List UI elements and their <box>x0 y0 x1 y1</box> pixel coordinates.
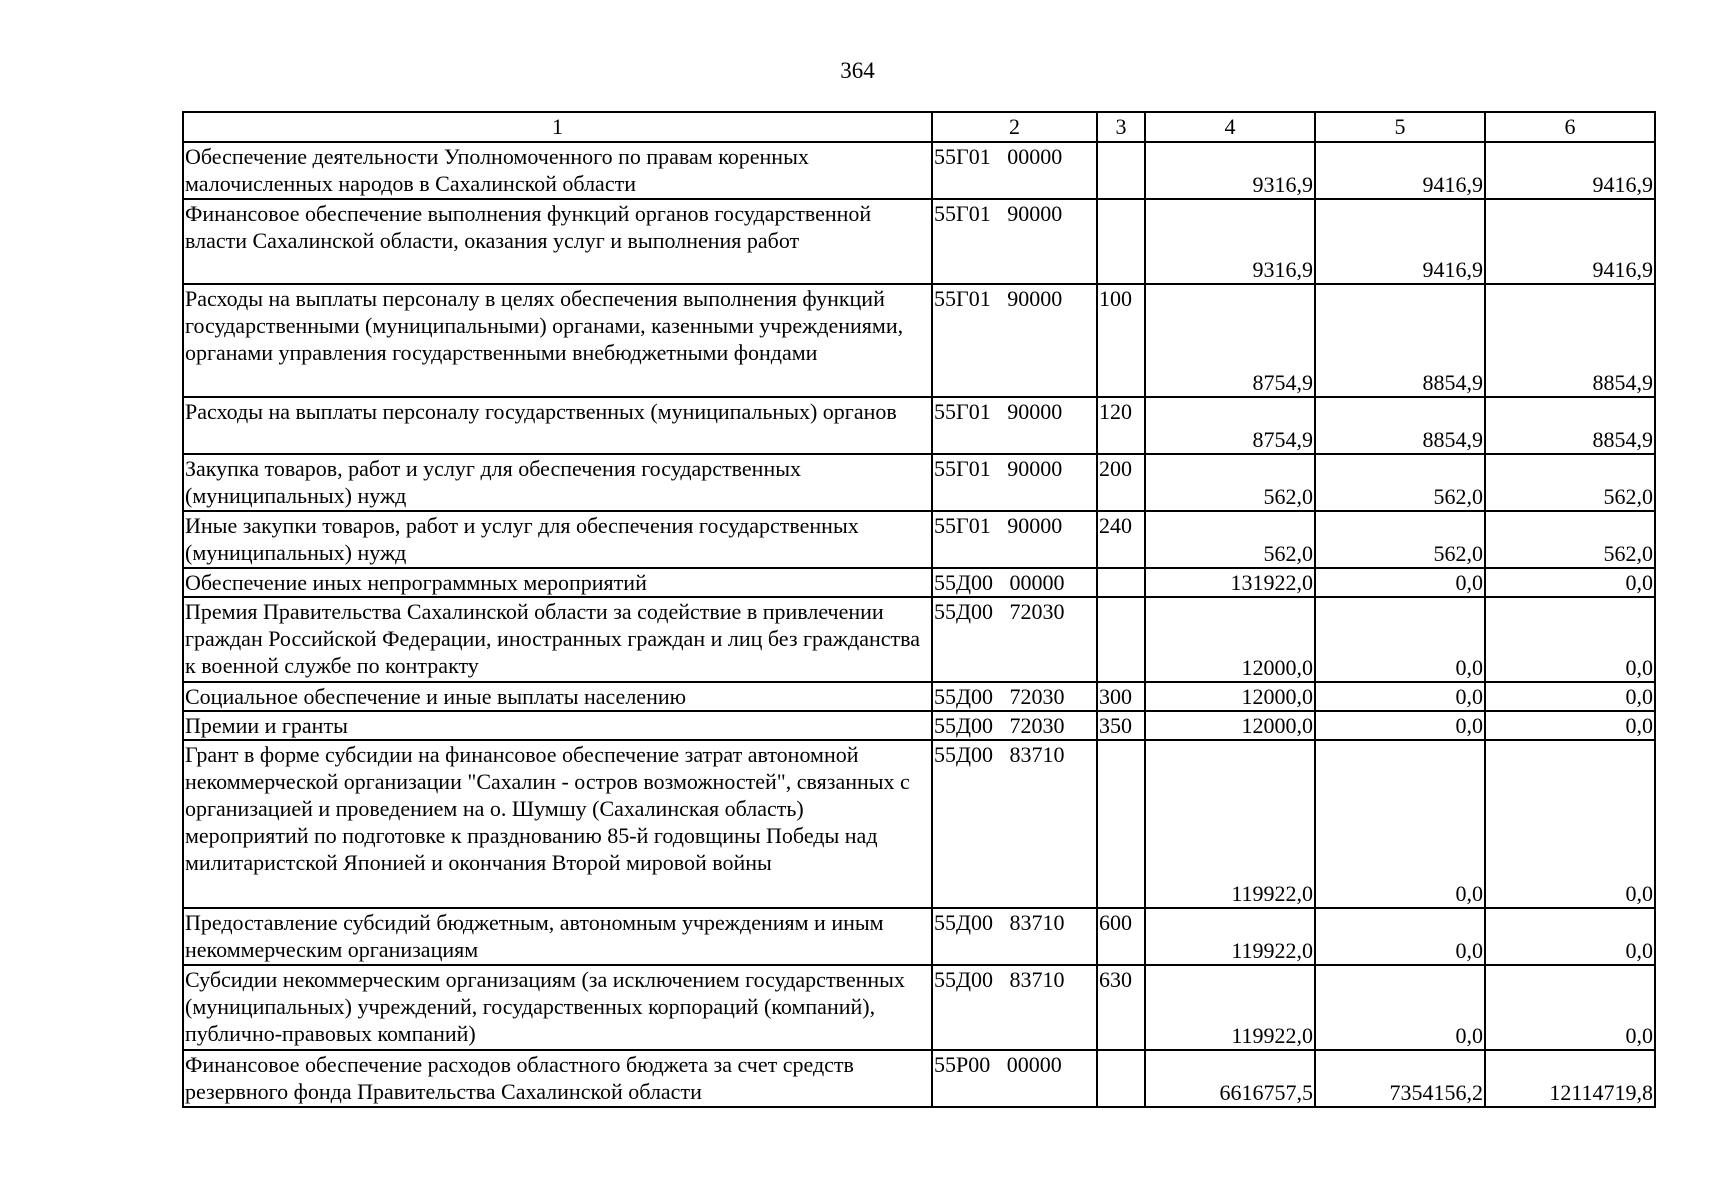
table-row <box>183 908 1655 965</box>
row-code: 55Г01 90000 <box>932 284 1097 397</box>
row-name: Предоставление субсидий бюджетным, автономным учреждениям и иным некоммерческим организациям <box>183 908 932 965</box>
row-kind: 350 <box>1097 711 1145 740</box>
row-value-5: 8854,9 <box>1315 397 1485 454</box>
table-row <box>183 568 1655 597</box>
table-row <box>183 740 1655 908</box>
row-code: 55Д00 83710 <box>932 965 1097 1050</box>
row-kind: 240 <box>1097 511 1145 568</box>
row-value-6: 0,0 <box>1485 965 1655 1050</box>
row-value-4: 119922,0 <box>1145 740 1315 908</box>
row-value-6: 562,0 <box>1485 454 1655 511</box>
row-value-4: 8754,9 <box>1145 397 1315 454</box>
row-value-4: 9316,9 <box>1145 142 1315 199</box>
row-value-6: 8854,9 <box>1485 284 1655 397</box>
row-value-6: 9416,9 <box>1485 142 1655 199</box>
row-kind <box>1097 597 1145 682</box>
page-number: 364 <box>840 58 875 83</box>
row-value-4: 562,0 <box>1145 511 1315 568</box>
row-code: 55Д00 83710 <box>932 908 1097 965</box>
row-value-4: 119922,0 <box>1145 908 1315 965</box>
row-kind: 300 <box>1097 682 1145 711</box>
column-header: 5 <box>1315 112 1485 142</box>
row-name: Премии и гранты <box>183 711 932 740</box>
column-header: 1 <box>183 112 932 142</box>
row-value-6: 8854,9 <box>1485 397 1655 454</box>
row-value-5: 7354156,2 <box>1315 1050 1485 1107</box>
column-header: 6 <box>1485 112 1655 142</box>
row-value-4: 9316,9 <box>1145 199 1315 284</box>
row-value-4: 12000,0 <box>1145 682 1315 711</box>
row-value-4: 131922,0 <box>1145 568 1315 597</box>
row-code: 55Г01 90000 <box>932 454 1097 511</box>
row-kind: 120 <box>1097 397 1145 454</box>
row-name: Расходы на выплаты персоналу в целях обеспечения выполнения функций государственными (муниципальными) органами, казенными учреждениями, органами управления государственными внебюджетными фондами <box>183 284 932 397</box>
row-value-4: 6616757,5 <box>1145 1050 1315 1107</box>
row-value-4: 12000,0 <box>1145 711 1315 740</box>
row-value-4: 8754,9 <box>1145 284 1315 397</box>
header-row <box>183 112 1655 142</box>
column-header: 2 <box>932 112 1097 142</box>
row-code: 55Д00 00000 <box>932 568 1097 597</box>
row-kind: 630 <box>1097 965 1145 1050</box>
row-value-5: 0,0 <box>1315 711 1485 740</box>
row-code: 55Р00 00000 <box>932 1050 1097 1107</box>
table-row <box>183 597 1655 682</box>
row-name: Субсидии некоммерческим организациям (за исключением государственных (муниципальных) учреждений, государственных корпораций (компаний), публично-правовых компаний) <box>183 965 932 1050</box>
row-value-5: 562,0 <box>1315 454 1485 511</box>
row-kind: 600 <box>1097 908 1145 965</box>
row-value-5: 0,0 <box>1315 965 1485 1050</box>
row-value-6: 0,0 <box>1485 740 1655 908</box>
row-code: 55Г01 90000 <box>932 397 1097 454</box>
row-value-5: 0,0 <box>1315 597 1485 682</box>
row-name: Закупка товаров, работ и услуг для обеспечения государственных (муниципальных) нужд <box>183 454 932 511</box>
row-value-5: 562,0 <box>1315 511 1485 568</box>
row-kind <box>1097 1050 1145 1107</box>
row-value-6: 12114719,8 <box>1485 1050 1655 1107</box>
row-name: Обеспечение иных непрограммных мероприятий <box>183 568 932 597</box>
row-value-6: 0,0 <box>1485 597 1655 682</box>
table-row <box>183 397 1655 454</box>
row-value-4: 12000,0 <box>1145 597 1315 682</box>
table-row <box>183 454 1655 511</box>
row-name: Обеспечение деятельности Уполномоченного по правам коренных малочисленных народов в Сахалинской области <box>183 142 932 199</box>
table-row <box>183 199 1655 284</box>
row-name: Финансовое обеспечение расходов областного бюджета за счет средств резервного фонда Правительства Сахалинской области <box>183 1050 932 1107</box>
row-name: Премия Правительства Сахалинской области за содействие в привлечении граждан Российской Федерации, иностранных граждан и лиц без гражданства к военной службе по контракту <box>183 597 932 682</box>
row-value-5: 0,0 <box>1315 740 1485 908</box>
row-name: Финансовое обеспечение выполнения функций органов государственной власти Сахалинской области, оказания услуг и выполнения работ <box>183 199 932 284</box>
table-row <box>183 511 1655 568</box>
row-value-6: 9416,9 <box>1485 199 1655 284</box>
row-code: 55Д00 72030 <box>932 597 1097 682</box>
row-value-6: 0,0 <box>1485 908 1655 965</box>
row-kind: 200 <box>1097 454 1145 511</box>
row-kind <box>1097 142 1145 199</box>
table-row <box>183 965 1655 1050</box>
row-value-4: 562,0 <box>1145 454 1315 511</box>
row-value-5: 9416,9 <box>1315 199 1485 284</box>
table-row <box>183 682 1655 711</box>
row-name: Иные закупки товаров, работ и услуг для обеспечения государственных (муниципальных) нужд <box>183 511 932 568</box>
row-value-6: 562,0 <box>1485 511 1655 568</box>
row-code: 55Д00 83710 <box>932 740 1097 908</box>
row-value-5: 0,0 <box>1315 682 1485 711</box>
row-code: 55Д00 72030 <box>932 682 1097 711</box>
table-row <box>183 284 1655 397</box>
row-kind: 100 <box>1097 284 1145 397</box>
row-code: 55Г01 00000 <box>932 142 1097 199</box>
row-value-5: 0,0 <box>1315 908 1485 965</box>
row-kind <box>1097 568 1145 597</box>
row-code: 55Г01 90000 <box>932 511 1097 568</box>
column-header: 4 <box>1145 112 1315 142</box>
row-value-4: 119922,0 <box>1145 965 1315 1050</box>
budget-table <box>182 111 1656 1108</box>
row-value-5: 9416,9 <box>1315 142 1485 199</box>
row-value-5: 0,0 <box>1315 568 1485 597</box>
row-code: 55Г01 90000 <box>932 199 1097 284</box>
row-value-5: 8854,9 <box>1315 284 1485 397</box>
row-value-6: 0,0 <box>1485 711 1655 740</box>
column-header: 3 <box>1097 112 1145 142</box>
row-kind <box>1097 199 1145 284</box>
table-row <box>183 711 1655 740</box>
row-name: Грант в форме субсидии на финансовое обеспечение затрат автономной некоммерческой организации "Сахалин - остров возможностей", связанных с организацией и проведением на о. Шумшу (Сахалинская область) мероприятий по подготовке к празднованию 85-й годовщины Победы над милитаристской Японией и окончания Второй мировой войны <box>183 740 932 908</box>
row-value-6: 0,0 <box>1485 568 1655 597</box>
row-value-6: 0,0 <box>1485 682 1655 711</box>
table-row <box>183 1050 1655 1107</box>
row-name: Расходы на выплаты персоналу государственных (муниципальных) органов <box>183 397 932 454</box>
row-code: 55Д00 72030 <box>932 711 1097 740</box>
row-name: Социальное обеспечение и иные выплаты населению <box>183 682 932 711</box>
table-row <box>183 142 1655 199</box>
row-kind <box>1097 740 1145 908</box>
